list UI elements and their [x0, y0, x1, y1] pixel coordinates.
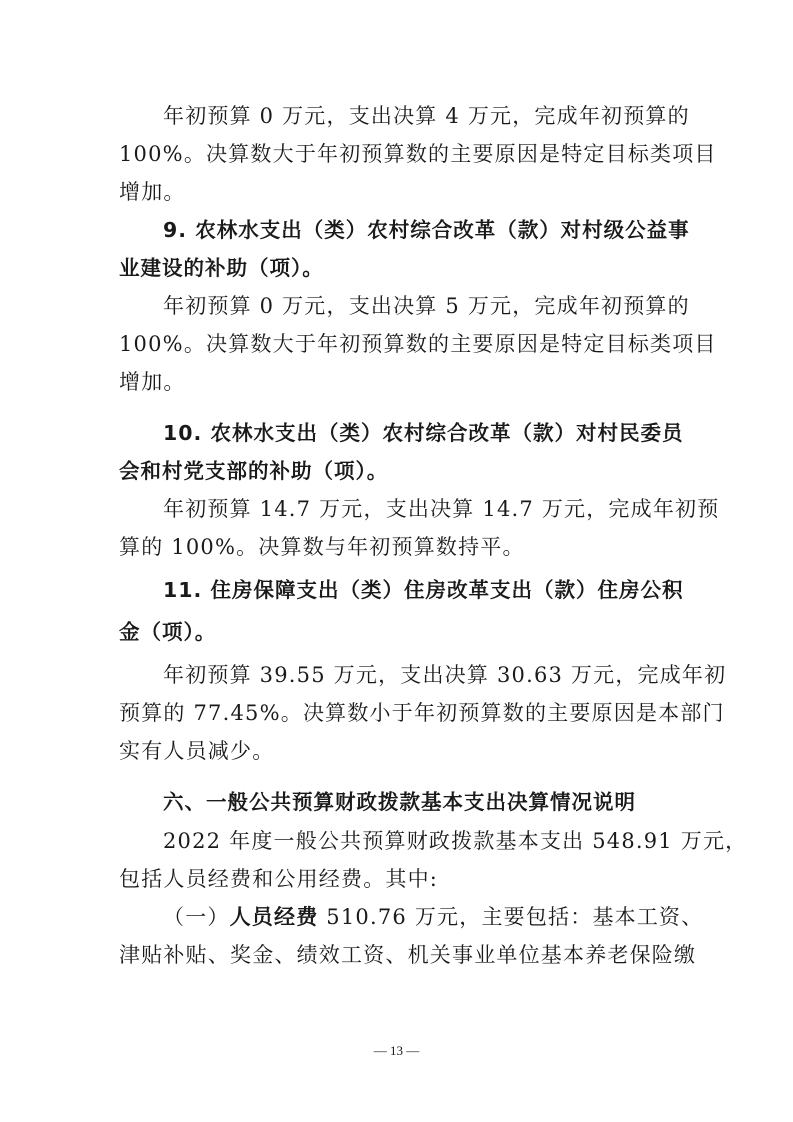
para-line-personnel — [163, 902, 703, 932]
section-heading-10-cont: 会和村党支部的补助（项）。 — [119, 459, 389, 483]
para-line: 100%。决算数大于年初预算数的主要原因是特定目标类项目 — [119, 142, 717, 166]
section-heading-10: 10. 农林水支出（类）农村综合改革（款）对村民委员 — [163, 421, 684, 445]
section-heading-9: 9. 农林水支出（类）农村综合改革（款）对村级公益事 — [163, 218, 690, 242]
para-line: 包括人员经费和公用经费。其中: — [119, 867, 439, 891]
page-number: — 13 — — [373, 1043, 420, 1058]
para-line: 预算的 77.45%。决算数小于年初预算数的主要原因是本部门 — [119, 701, 725, 725]
para-line: 津贴补贴、奖金、绩效工资、机关事业单位基本养老保险缴 — [119, 943, 697, 967]
para-line: 年初预算 0 万元，支出决算 5 万元，完成年初预算的 — [163, 294, 690, 318]
para-line: 增加。 — [119, 180, 186, 204]
section-heading-9-cont: 业建设的补助（项）。 — [119, 256, 324, 280]
para-line: 2022 年度一般公共预算财政拨款基本支出 548.91 万元， — [163, 829, 748, 853]
para-line: 算的 100%。决算数与年初预算数持平。 — [119, 535, 525, 559]
para-line: 实有人员减少。 — [119, 739, 275, 763]
para-line: 100%。决算数大于年初预算数的主要原因是特定目标类项目 — [119, 332, 717, 356]
bold-term: 人员经费 — [229, 905, 319, 929]
para-line: 年初预算 0 万元，支出决算 4 万元，完成年初预算的 — [163, 104, 690, 128]
section-heading-11: 11. 住房保障支出（类）住房改革支出（款）住房公积 — [163, 578, 684, 602]
list-prefix: （一） — [163, 905, 230, 929]
section-heading-11-cont: 金（项）。 — [119, 620, 217, 644]
para-line: 增加。 — [119, 370, 186, 394]
para-line: 年初预算 14.7 万元，支出决算 14.7 万元，完成年初预 — [163, 497, 720, 521]
para-text: 510.76 万元，主要包括：基本工资、 — [318, 905, 704, 929]
section-heading-6: 六、一般公共预算财政拨款基本支出决算情况说明 — [163, 790, 636, 814]
para-line: 年初预算 39.55 万元，支出决算 30.63 万元，完成年初 — [163, 663, 727, 687]
